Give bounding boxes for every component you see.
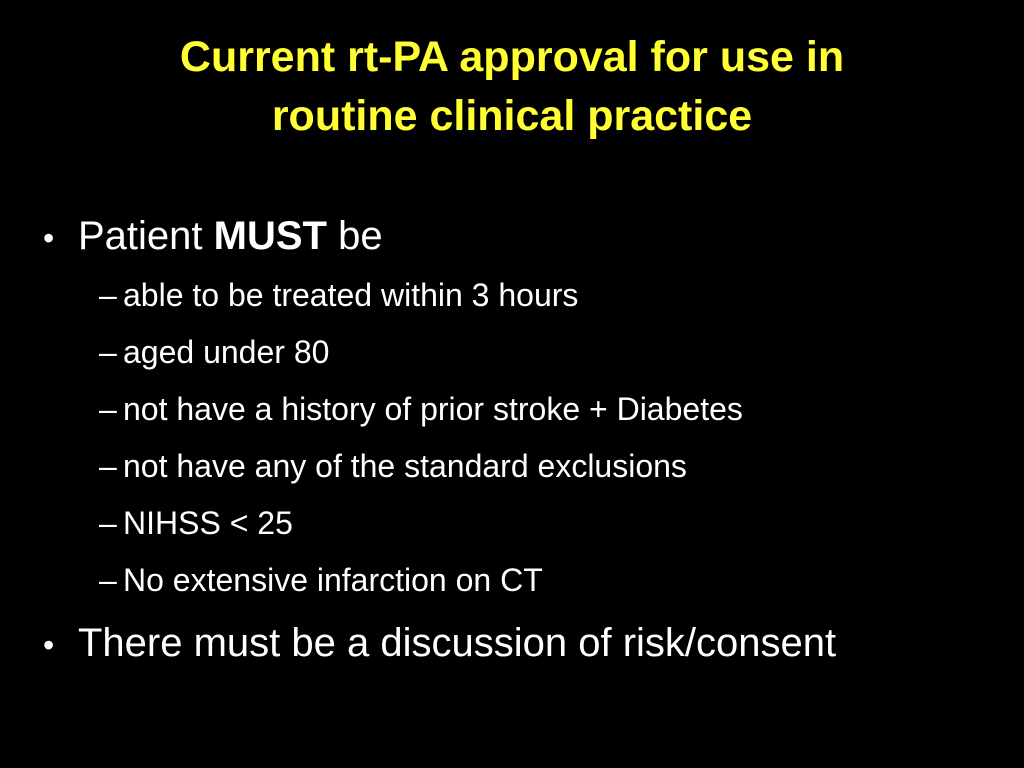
subitem-no-extensive-infarction [99, 561, 543, 599]
subitem-text: able to be treated within 3 hours [123, 277, 579, 313]
subitem-no-prior-stroke-diabetes [99, 390, 743, 428]
subitem-text: not have any of the standard exclusions [123, 448, 687, 484]
subitem-text: No extensive infarction on CT [123, 562, 543, 598]
slide-title-line-1: Current rt-PA approval for use in [179, 33, 845, 81]
subitem-text: not have a history of prior stroke + Diabetes [123, 391, 743, 427]
subitem-nihss-under-25 [99, 504, 293, 542]
subitem-no-standard-exclusions [99, 447, 687, 485]
bullet-text-bold: MUST [213, 214, 327, 258]
bullet-marker: • [43, 220, 55, 256]
subitem-treated-within-3-hours [99, 276, 578, 314]
dash-marker: – [99, 448, 117, 484]
bullet-marker: • [43, 627, 55, 663]
bullet-text-after: be [326, 214, 383, 258]
subitem-text: NIHSS < 25 [123, 505, 293, 541]
dash-marker: – [99, 334, 117, 370]
dash-marker: – [99, 505, 117, 541]
bullet-discussion-risk-consent [43, 620, 836, 668]
slide-title-line-2: routine clinical practice [271, 92, 753, 140]
bullet-patient-must-be [43, 213, 383, 261]
subitem-text: aged under 80 [123, 334, 330, 370]
dash-marker: – [99, 562, 117, 598]
bullet-text-before: Patient [78, 214, 214, 258]
subitem-aged-under-80 [99, 333, 329, 371]
dash-marker: – [99, 391, 117, 427]
bullet-text: There must be a discussion of risk/consent [78, 621, 837, 665]
dash-marker: – [99, 277, 117, 313]
